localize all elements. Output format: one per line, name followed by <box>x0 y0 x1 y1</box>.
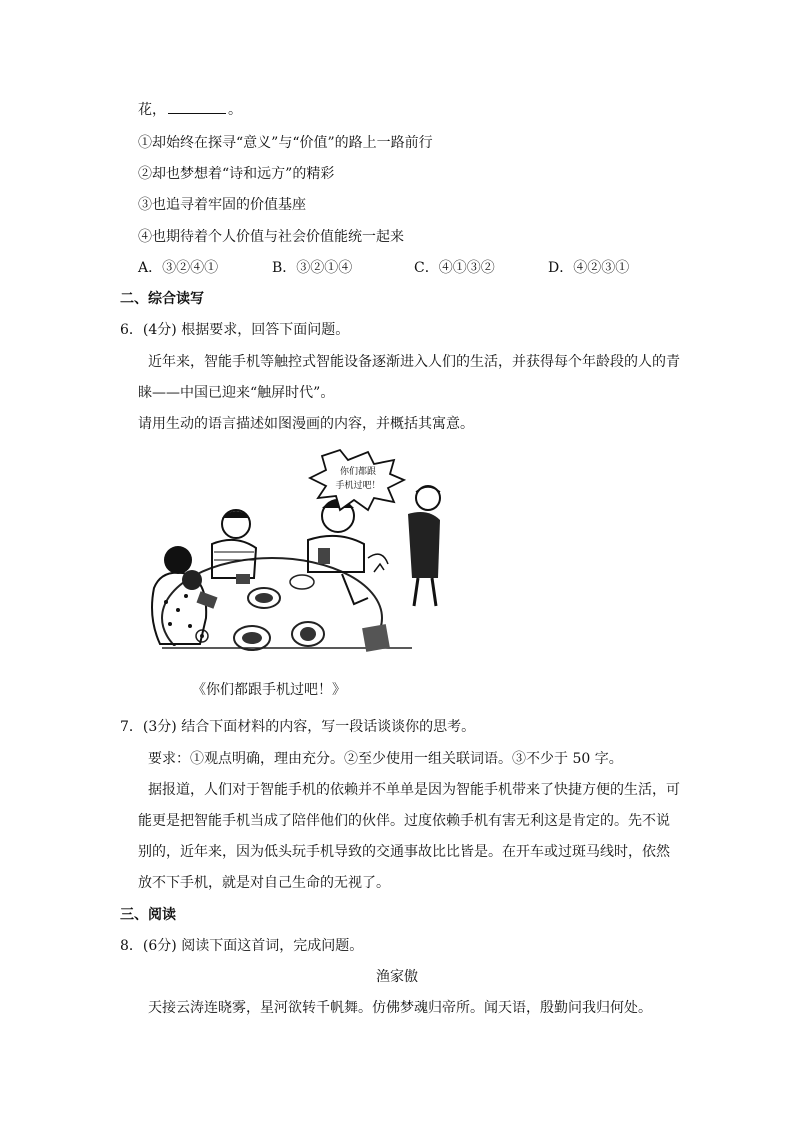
bubble-text-line2: 手机过吧！ <box>335 481 381 491</box>
choice-c[interactable]: C．④①③② <box>414 260 495 276</box>
q5-option-3: ③也追寻着牢固的价值基座 <box>138 197 306 213</box>
q7-material-line3: 别的，近年来，因为低头玩手机导致的交通事故比比皆是。在开车或过斑马线时，依然 <box>138 844 670 860</box>
q7-material-line2: 能更是把智能手机当成了陪伴他们的伙伴。过度依赖手机有害无利这是肯定的。先不说 <box>138 813 670 829</box>
poem-title: 渔家傲 <box>376 969 418 985</box>
bubble-text-line1: 你们都跟 <box>339 467 377 477</box>
choice-d[interactable]: D．④②③① <box>548 260 630 276</box>
q6-paragraph-line2: 睐——中国已迎来“触屏时代”。 <box>138 385 335 401</box>
q7-material-line4: 放不下手机，就是对自己生命的无视了。 <box>138 875 390 891</box>
choice-a[interactable]: A．③②④① <box>138 260 219 276</box>
q6-stem: 6．(4分) 根据要求，回答下面问题。 <box>120 322 350 338</box>
q7-material-line1: 据报道，人们对于智能手机的依赖并不单单是因为智能手机带来了快捷方便的生活，可 <box>148 782 680 798</box>
section-heading-2: 二、综合读写 <box>120 291 204 307</box>
q5-option-1: ①却始终在探寻“意义”与“价值”的路上一路前行 <box>138 135 433 151</box>
section-heading-3: 三、阅读 <box>120 907 176 923</box>
q5-continuation: 花， 。 <box>138 102 242 118</box>
cartoon-illustration-icon <box>142 448 448 666</box>
poem-line-1: 天接云涛连晓雾，星河欲转千帆舞。仿佛梦魂归帝所。闻天语，殷勤问我归何处。 <box>148 1000 652 1016</box>
q5-option-4: ④也期待着个人价值与社会价值能统一起来 <box>138 229 404 245</box>
q5-option-2: ②却也梦想着“诗和远方”的精彩 <box>138 166 335 182</box>
answer-blank[interactable] <box>168 101 226 114</box>
q8-stem: 8．(6分) 阅读下面这首词，完成问题。 <box>120 938 364 954</box>
q7-requirement: 要求：①观点明确，理由充分。②至少使用一组关联词语。③不少于 50 字。 <box>148 751 623 767</box>
choice-b[interactable]: B．③②①④ <box>272 260 353 276</box>
q6-paragraph-line1: 近年来，智能手机等触控式智能设备逐渐进入人们的生活，并获得每个年龄段的人的青 <box>148 354 680 370</box>
q6-instruction: 请用生动的语言描述如图漫画的内容，并概括其寓意。 <box>138 416 474 432</box>
q7-stem: 7．(3分) 结合下面材料的内容，写一段话谈谈你的思考。 <box>120 719 476 735</box>
cartoon-caption: 《你们都跟手机过吧！》 <box>192 682 346 698</box>
